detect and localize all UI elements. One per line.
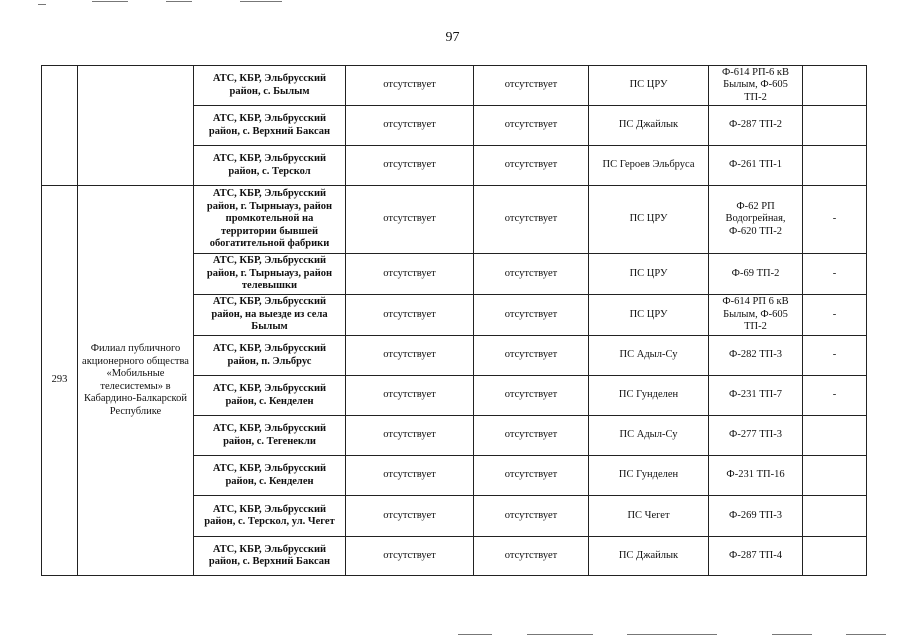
- row-number-cell: 293: [42, 186, 78, 576]
- table-row: [42, 186, 867, 254]
- scan-artifact-line: [240, 1, 282, 2]
- note-cell: [803, 106, 867, 146]
- table-row: [42, 66, 867, 106]
- address-cell: АТС, КБР, Эльбрусский район, с. Тегенекли: [194, 416, 346, 456]
- value-cell: отсутствует: [346, 254, 474, 295]
- value-cell: отсутствует: [474, 416, 589, 456]
- substation-cell: ПС Адыл-Су: [589, 336, 709, 376]
- substation-cell: ПС Адыл-Су: [589, 416, 709, 456]
- note-cell: [803, 537, 867, 576]
- note-cell: -: [803, 186, 867, 254]
- substation-cell: ПС ЦРУ: [589, 254, 709, 295]
- value-cell: отсутствует: [474, 186, 589, 254]
- address-cell: АТС, КБР, Эльбрусский район, на выезде из села Былым: [194, 295, 346, 336]
- value-cell: отсутствует: [346, 66, 474, 106]
- value-cell: отсутствует: [474, 66, 589, 106]
- value-cell: отсутствует: [346, 376, 474, 416]
- value-cell: отсутствует: [474, 456, 589, 496]
- value-cell: отсутствует: [346, 106, 474, 146]
- feeder-cell: Ф-62 РП Водогрейная, Ф-620 ТП-2: [709, 186, 803, 254]
- address-cell: АТС, КБР, Эльбрусский район, с. Терскол: [194, 146, 346, 186]
- substation-cell: ПС ЦРУ: [589, 66, 709, 106]
- substation-cell: ПС ЦРУ: [589, 186, 709, 254]
- value-cell: отсутствует: [346, 336, 474, 376]
- value-cell: отсутствует: [474, 537, 589, 576]
- note-cell: [803, 66, 867, 106]
- feeder-cell: Ф-269 ТП-3: [709, 496, 803, 537]
- address-cell: АТС, КБР, Эльбрусский район, с. Кенделен: [194, 456, 346, 496]
- value-cell: отсутствует: [474, 254, 589, 295]
- scan-artifact-line: [772, 634, 812, 635]
- scan-artifact-line: [38, 4, 46, 5]
- feeder-cell: Ф-261 ТП-1: [709, 146, 803, 186]
- feeder-cell: Ф-614 РП 6 кВ Былым, Ф-605 ТП-2: [709, 295, 803, 336]
- note-cell: -: [803, 254, 867, 295]
- value-cell: отсутствует: [346, 496, 474, 537]
- value-cell: отсутствует: [346, 146, 474, 186]
- address-cell: АТС, КБР, Эльбрусский район, г. Тырныауз, район промкотельной на территории бывшей обогатительной фабрики: [194, 186, 346, 254]
- scan-artifact-line: [92, 1, 128, 2]
- value-cell: отсутствует: [474, 496, 589, 537]
- document-table: [41, 65, 867, 576]
- value-cell: отсутствует: [346, 186, 474, 254]
- note-cell: [803, 146, 867, 186]
- feeder-cell: Ф-614 РП-6 кВ Былым, Ф-605 ТП-2: [709, 66, 803, 106]
- address-cell: АТС, КБР, Эльбрусский район, с. Кенделен: [194, 376, 346, 416]
- note-cell: [803, 496, 867, 537]
- substation-cell: ПС Джайлык: [589, 537, 709, 576]
- value-cell: отсутствует: [346, 456, 474, 496]
- scan-artifact-line: [846, 634, 886, 635]
- note-cell: [803, 456, 867, 496]
- page-number: 97: [445, 30, 460, 45]
- scan-artifact-line: [166, 1, 192, 2]
- note-cell: -: [803, 336, 867, 376]
- value-cell: отсутствует: [474, 336, 589, 376]
- organization-cell: Филиал публичного акционерного общества «Мобильные телесистемы» в Кабардино-Балкарской Республике: [78, 186, 194, 576]
- value-cell: отсутствует: [474, 146, 589, 186]
- note-cell: -: [803, 376, 867, 416]
- scan-artifact-line: [627, 634, 717, 635]
- value-cell: отсутствует: [346, 537, 474, 576]
- organization-cell-empty: [78, 66, 194, 186]
- feeder-cell: Ф-277 ТП-3: [709, 416, 803, 456]
- address-cell: АТС, КБР, Эльбрусский район, с. Верхний Баксан: [194, 106, 346, 146]
- substation-cell: ПС Джайлык: [589, 106, 709, 146]
- value-cell: отсутствует: [474, 376, 589, 416]
- address-cell: АТС, КБР, Эльбрусский район, г. Тырныауз, район телевышки: [194, 254, 346, 295]
- feeder-cell: Ф-282 ТП-3: [709, 336, 803, 376]
- scan-artifact-line: [527, 634, 593, 635]
- substation-cell: ПС Героев Эльбруса: [589, 146, 709, 186]
- note-cell: -: [803, 295, 867, 336]
- address-cell: АТС, КБР, Эльбрусский район, с. Верхний Баксан: [194, 537, 346, 576]
- scan-artifact-line: [458, 634, 492, 635]
- feeder-cell: Ф-287 ТП-4: [709, 537, 803, 576]
- note-cell: [803, 416, 867, 456]
- value-cell: отсутствует: [474, 106, 589, 146]
- substation-cell: ПС Гунделен: [589, 456, 709, 496]
- address-cell: АТС, КБР, Эльбрусский район, с. Терскол, ул. Чегет: [194, 496, 346, 537]
- value-cell: отсутствует: [346, 416, 474, 456]
- substation-cell: ПС ЦРУ: [589, 295, 709, 336]
- substation-cell: ПС Гунделен: [589, 376, 709, 416]
- feeder-cell: Ф-231 ТП-16: [709, 456, 803, 496]
- feeder-cell: Ф-69 ТП-2: [709, 254, 803, 295]
- number-cell-empty: [42, 66, 78, 186]
- address-cell: АТС, КБР, Эльбрусский район, с. Былым: [194, 66, 346, 106]
- value-cell: отсутствует: [474, 295, 589, 336]
- value-cell: отсутствует: [346, 295, 474, 336]
- address-cell: АТС, КБР, Эльбрусский район, п. Эльбрус: [194, 336, 346, 376]
- feeder-cell: Ф-231 ТП-7: [709, 376, 803, 416]
- feeder-cell: Ф-287 ТП-2: [709, 106, 803, 146]
- substation-cell: ПС Чегет: [589, 496, 709, 537]
